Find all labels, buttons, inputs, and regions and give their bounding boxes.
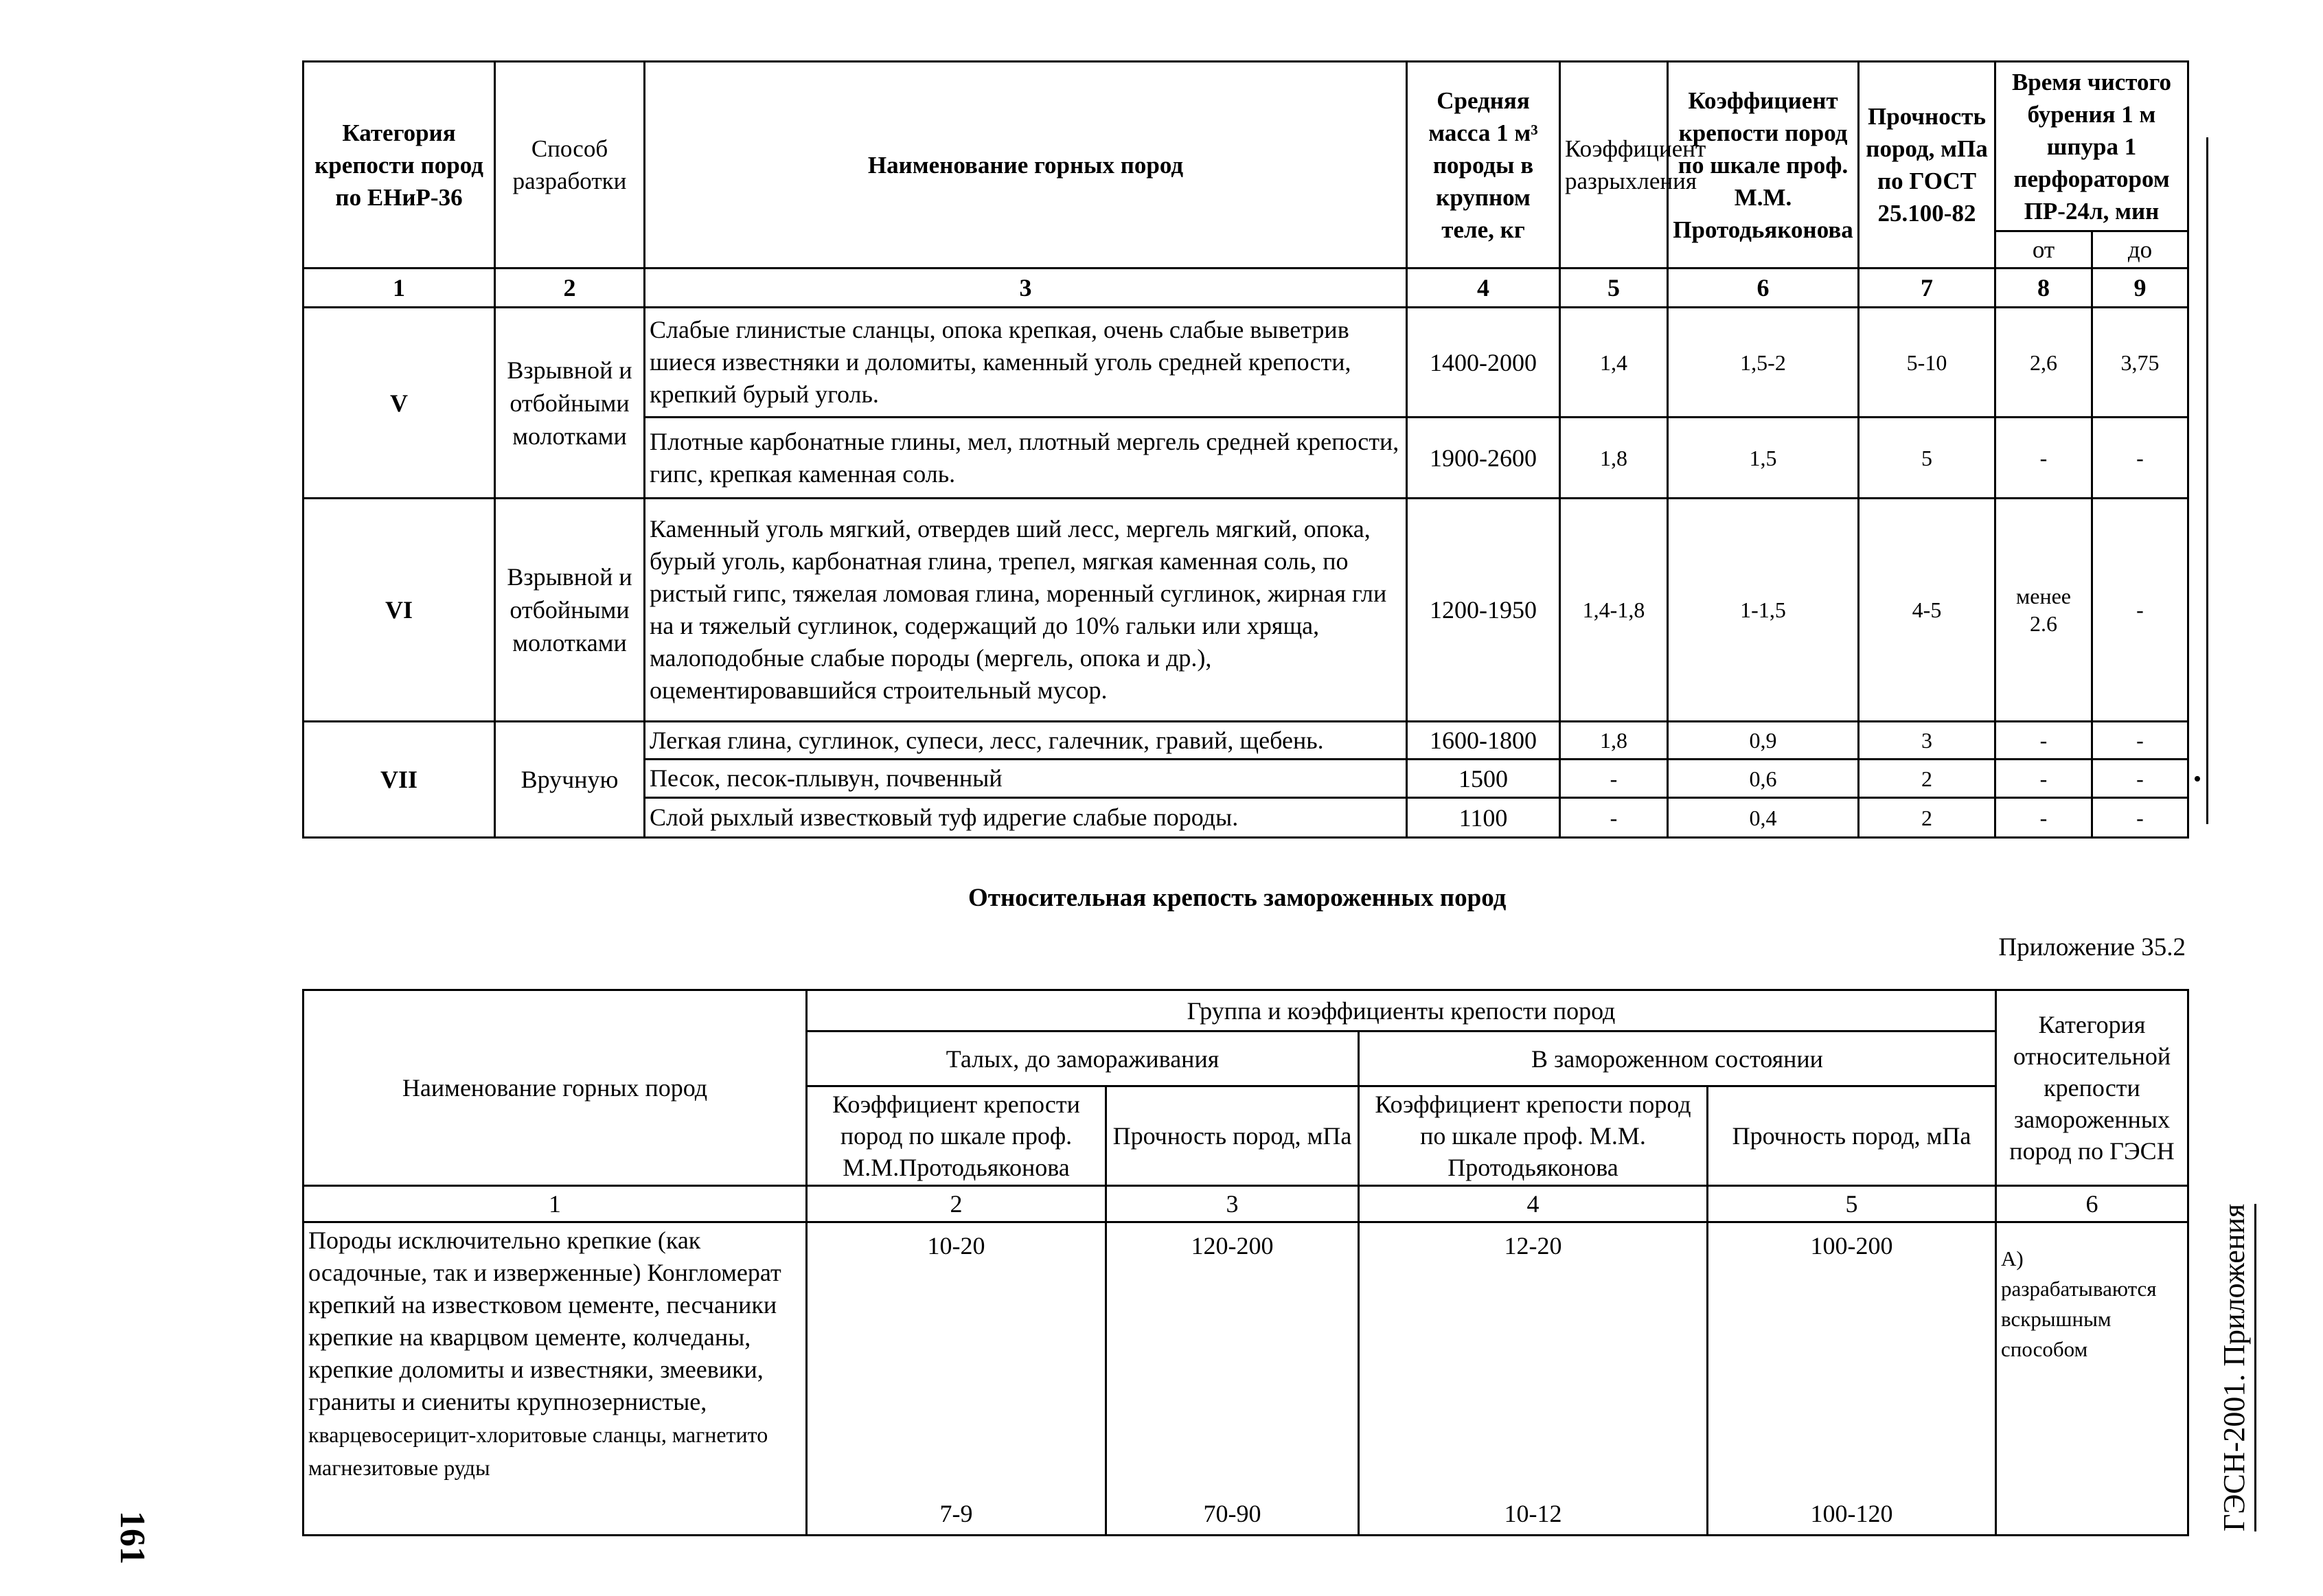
header-rock-name: Наименование горных пород (304, 990, 807, 1186)
appendix-label: Приложение 35.2 (1998, 933, 2186, 961)
header-mass: Средняя масса 1 м³ породы в крупном теле, кг (1407, 62, 1560, 269)
table-row: VII Вручную Легкая глина, суглинок, супеси, лесс, галечник, гравий, щебень. 1600-1800 1,8 0,9 3 - - (304, 722, 2188, 760)
category-cell: VI (304, 499, 495, 722)
category-cell: VII (304, 722, 495, 838)
header-rock-name: Наименование горных пород (645, 62, 1407, 269)
rock-name-cell: Слой рыхлый известковый туф идрегие слабые породы. (645, 798, 1407, 838)
header-strength-frozen: Прочность пород, мПа (1708, 1086, 1996, 1186)
header-category: Категория относительной крепости замороженных пород по ГЭСН (1996, 990, 2188, 1186)
column-numbers-row: 1 2 3 4 5 6 7 8 9 (304, 269, 2188, 308)
margin-rule (2206, 137, 2208, 824)
header-thawed: Талых, до замораживания (807, 1031, 1359, 1086)
header-drill-time: Время чистого бурения 1 м шпура 1 перфоратором ПР-24л, мин (1995, 62, 2188, 231)
category-cell: А) разрабатываются вскрышным способом (1996, 1222, 2188, 1536)
header-hardness-frozen: Коэффициент крепости пород по шкале проф. М.М. Протодьяконова (1359, 1086, 1708, 1186)
frozen-rock-table (302, 989, 2189, 1536)
header-group: Группа и коэффициенты крепости пород (807, 990, 1996, 1031)
running-header: ГЭСН-2001. Приложения (2217, 1204, 2256, 1531)
header-hardness-thawed: Коэффициент крепости пород по шкале проф. М.М.Протодьяконова (807, 1086, 1106, 1186)
rock-name-cell: Песок, песок-плывун, почвенный (645, 760, 1407, 798)
rock-name-cell: Плотные карбонатные глины, мел, плотный мергель средней крепости, гипс, крепкая каменная соль. (645, 418, 1407, 499)
header-category: Категория крепости пород по ЕНиР-36 (304, 62, 495, 269)
rock-name-cell: Каменный уголь мягкий, отвердев ший лесс, мергель мягкий, опока, бурый уголь, карбонатная глина, трепел, мягкая каменная соль, по ристый гипс, тяжелая ломовая глина, моренный суглинок, жирная гли на и тяжелый суглинок, содержащий до 10% гальки или хряща, малоподобные слабые породы (мергель, опока и др.), оцементировавшийся строительный мусор. (645, 499, 1407, 722)
column-numbers-row: 1 2 3 4 5 6 (304, 1186, 2188, 1222)
header-strength-thawed: Прочность пород, мПа (1106, 1086, 1359, 1186)
method-cell: Взрывной и отбойными молотками (495, 308, 645, 499)
header-loosening: Коэффициент разрыхления (1560, 62, 1668, 269)
method-cell: Вручную (495, 722, 645, 838)
method-cell: Взрывной и отбойными молотками (495, 499, 645, 722)
header-hardness: Коэффициент крепости пород по шкале проф. М.М. Протодьяконова (1668, 62, 1859, 269)
rock-name-cell: Породы исключительно крепкие (как осадочные, так и изверженные) Конгломерат крепкий на известковом цементе, песчаники крепкие на кварцвом цементе, колчеданы, крепкие доломиты и известняки, змеевики, граниты и сиениты крупнозернистые, кварцевосерицит-хлоритовые сланцы, магнетито магнезитовые руды (304, 1222, 807, 1536)
table-row: Слой рыхлый известковый туф идрегие слабые породы. 1100 - 0,4 2 - - (304, 798, 2188, 838)
header-strength: Прочность пород, мПа по ГОСТ 25.100-82 (1859, 62, 1995, 269)
header-to: до (2092, 231, 2188, 269)
rock-hardness-table (302, 60, 2189, 839)
header-frozen: В замороженном состоянии (1359, 1031, 1996, 1086)
table-row: VI Взрывной и отбойными молотками Каменный уголь мягкий, отвердев ший лесс, мергель мягкий, опока, бурый уголь, карбонатная глина, трепел, мягкая каменная соль, по ристый гипс, тяжелая ломовая глина, моренный суглинок, жирная гли на и тяжелый суглинок, содержащий до 10% гальки или хряща, малоподобные слабые породы (мергель, опока и др.), оцементировавшийся строительный мусор. 1200-1950 1,4-1,8 1-1,5 4-5 менее 2.6 - (304, 499, 2188, 722)
rock-name-cell: Легкая глина, суглинок, супеси, лесс, галечник, гравий, щебень. (645, 722, 1407, 760)
table-row: Породы исключительно крепкие (как осадочные, так и изверженные) Конгломерат крепкий на известковом цементе, песчаники крепкие на кварцвом цементе, колчеданы, крепкие доломиты и известняки, змеевики, граниты и сиениты крупнозернистые, кварцевосерицит-хлоритовые сланцы, магнетито магнезитовые руды 10-20 7-9 120-200 70-90 12-20 10-12 100-200 100-120 А) разрабатываются вскрышным способом (304, 1222, 2188, 1536)
header-method: Способ разработки (495, 62, 645, 269)
section-caption: Относительная крепость замороженных пород (968, 884, 1507, 912)
category-cell: V (304, 308, 495, 499)
table-row: Песок, песок-плывун, почвенный 1500 - 0,6 2 - - (304, 760, 2188, 798)
page-number: 161 (113, 1511, 152, 1564)
stray-mark (2195, 776, 2200, 782)
table-row: Плотные карбонатные глины, мел, плотный мергель средней крепости, гипс, крепкая каменная соль. 1900-2600 1,8 1,5 5 - - (304, 418, 2188, 499)
header-from: от (1995, 231, 2092, 269)
table-row: V Взрывной и отбойными молотками Слабые глинистые сланцы, опока крепкая, очень слабые выветрив шиеся известняки и доломиты, каменный уголь средней крепости, крепкий бурый уголь. 1400-2000 1,4 1,5-2 5-10 2,6 3,75 (304, 308, 2188, 418)
rock-name-cell: Слабые глинистые сланцы, опока крепкая, очень слабые выветрив шиеся известняки и доломиты, каменный уголь средней крепости, крепкий бурый уголь. (645, 308, 1407, 418)
